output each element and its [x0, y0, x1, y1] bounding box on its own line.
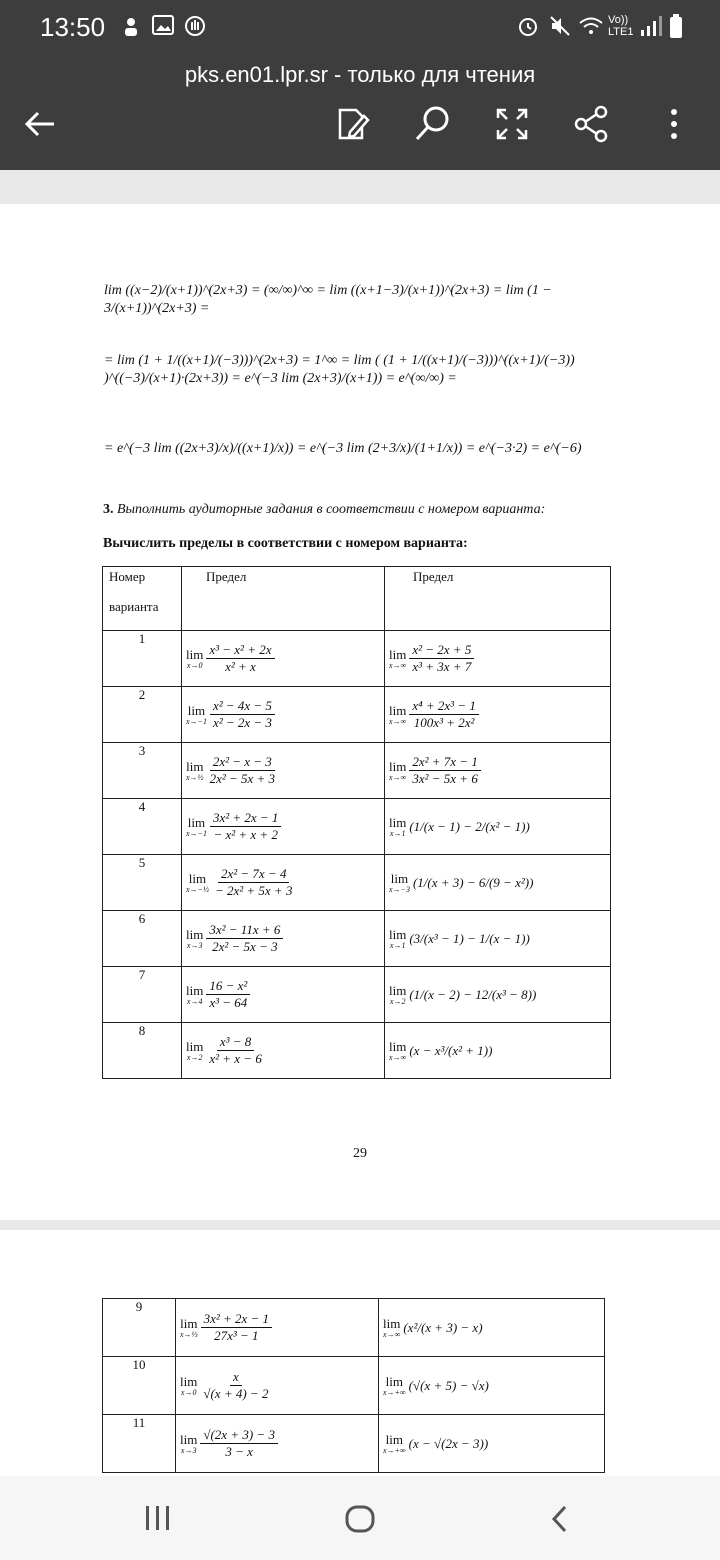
limit-word: lim: [186, 646, 204, 662]
fraction: [201, 1311, 272, 1344]
wifi-icon: [578, 14, 604, 38]
edit-icon[interactable]: [332, 104, 372, 144]
header-variant-line2: варианта: [109, 599, 159, 614]
back-icon[interactable]: [548, 1504, 572, 1534]
equation-line-2: = lim (1 + 1/((x+1)/(−3)))^(2x+3) = 1^∞ = lim ( (1 + 1/((x+1)/(−3)))^((x+1)/(−3)) )^((−3)/(x+1)·(2x+3)) = e^(−3 lim (2x+3)/(x+1)) = e^(∞/∞) =: [104, 353, 575, 386]
expression: (x²/(x + 3) − x): [403, 1319, 483, 1335]
header-variant-line1: Номер: [109, 569, 146, 584]
fraction: [409, 698, 479, 731]
limit-cell-2: [385, 687, 611, 743]
table-body-1: [103, 631, 611, 1079]
limit-symbol: [180, 1317, 198, 1339]
denominator: x² + x − 6: [209, 1051, 262, 1066]
gallery-icon: [152, 14, 174, 36]
limit-symbol: [186, 984, 203, 1006]
limit-subscript: x→2: [389, 996, 406, 1006]
limit-word: lim: [389, 758, 407, 774]
limit-1-expr: [186, 754, 384, 787]
limit-symbol: [383, 1433, 406, 1455]
expression: (1/(x + 3) − 6/(9 − x²)): [412, 874, 534, 890]
limit-2-expr: [383, 1433, 604, 1455]
variant-number: 6: [103, 911, 182, 967]
numerator: x² − 2x + 5: [409, 642, 474, 659]
limits-table-2: [102, 1298, 605, 1473]
denominator: x² − 2x − 3: [212, 715, 272, 730]
numerator: 16 − x²: [206, 978, 250, 995]
table-row: [103, 855, 611, 911]
variant-number: 5: [103, 855, 182, 911]
expression: (x − √(2x − 3)): [408, 1435, 489, 1451]
denominator: − 2x² + 5x + 3: [214, 883, 293, 898]
denominator: 3x² − 5x + 6: [412, 771, 478, 786]
limit-2-expr: [389, 642, 610, 675]
limit-1-expr: [186, 978, 384, 1011]
fraction: [200, 1369, 271, 1402]
limits-table-1: [102, 566, 611, 1079]
limit-word: lim: [187, 814, 206, 830]
notification-icon: [120, 14, 142, 38]
fraction: [212, 866, 296, 899]
limit-cell-1: [182, 687, 385, 743]
limit-subscript: x→−1: [186, 828, 207, 838]
limit-2-expr: [389, 1040, 610, 1062]
limit-cell-2: [385, 911, 611, 967]
table-row: [103, 631, 611, 687]
limit-2-expr: [389, 928, 610, 950]
denominator: x³ + 3x + 7: [412, 659, 472, 674]
denominator: − x² + x + 2: [213, 827, 278, 842]
limit-2-expr: [389, 754, 610, 787]
limit-cell-2: [379, 1357, 605, 1415]
limit-cell-2: [385, 743, 611, 799]
limit-word: lim: [389, 1038, 407, 1054]
header-limit-2-text: Предел: [413, 569, 454, 584]
battery-icon: [668, 14, 684, 40]
limit-symbol: [186, 760, 204, 782]
denominator: √(x + 4) − 2: [203, 1386, 269, 1401]
denominator: 2x² − 5x + 3: [209, 771, 276, 786]
numerator: 3x² − 11x + 6: [206, 922, 283, 939]
limit-cell-1: [176, 1415, 379, 1473]
limit-1-expr: [186, 866, 384, 899]
limit-1-expr: [186, 922, 384, 955]
denominator: 3 − x: [225, 1444, 253, 1459]
variant-number: 7: [103, 967, 182, 1023]
limit-cell-2: [379, 1415, 605, 1473]
limit-subscript: x→0: [180, 1387, 197, 1397]
limit-cell-1: [182, 967, 385, 1023]
numerator: 2x² − 7x − 4: [218, 866, 289, 883]
limit-subscript: x→+∞: [383, 1387, 406, 1397]
limit-cell-1: [182, 911, 385, 967]
limit-word: lim: [180, 1315, 198, 1331]
numerator: x² − 4x − 5: [210, 698, 275, 715]
signal-bars-icon: [640, 14, 662, 38]
status-time: 13:50: [40, 12, 106, 42]
limit-subscript: x→½: [186, 772, 204, 782]
table-row: [103, 687, 611, 743]
fraction: [206, 642, 274, 675]
expression: (√(x + 5) − √x): [408, 1377, 489, 1393]
more-menu-icon[interactable]: [654, 104, 694, 144]
header-limit-1: [182, 567, 385, 631]
limit-subscript: x→3: [186, 940, 203, 950]
limit-2-expr: [389, 698, 610, 731]
limit-word: lim: [187, 702, 206, 718]
limit-cell-2: [385, 855, 611, 911]
limit-symbol: [186, 872, 209, 894]
search-icon[interactable]: [412, 104, 452, 144]
limit-symbol: [389, 1040, 406, 1062]
limit-word: lim: [186, 1038, 204, 1054]
limit-2-expr: [383, 1317, 604, 1339]
limit-subscript: x→1: [389, 828, 406, 838]
alarm-icon: [516, 14, 540, 38]
limit-word: lim: [180, 1373, 198, 1389]
numerator: 2x² − x − 3: [210, 754, 275, 771]
expression: (1/(x − 2) − 12/(x³ − 8)): [409, 986, 537, 1002]
limit-cell-2: [385, 631, 611, 687]
table-row: [103, 1357, 605, 1415]
limit-subscript: x→−1: [186, 716, 207, 726]
equation-line-1: lim ((x−2)/(x+1))^(2x+3) = (∞/∞)^∞ = lim ((x+1−3)/(x+1))^(2x+3) = lim (1 − 3/(x+1))^(2x+3) =: [104, 283, 552, 316]
variant-number: 1: [103, 631, 182, 687]
document-page-30: [0, 1230, 720, 1476]
numerator: x⁴ + 2x³ − 1: [409, 698, 479, 715]
limit-word: lim: [188, 870, 207, 886]
signal-text: Vo)) LTE1: [608, 14, 634, 38]
share-icon[interactable]: [572, 104, 612, 144]
limit-symbol: [383, 1375, 406, 1397]
limit-subscript: x→3: [180, 1445, 197, 1455]
limit-2-expr: [389, 816, 610, 838]
limit-subscript: x→−½: [186, 884, 209, 894]
navigation-bar: [0, 1476, 720, 1560]
limit-1-expr: [180, 1311, 378, 1344]
limit-cell-2: [379, 1299, 605, 1357]
numerator: x³ − x² + 2x: [206, 642, 274, 659]
table-row: [103, 1415, 605, 1473]
task-text: Выполнить аудиторные задания в соответствии с номером варианта:: [117, 502, 546, 517]
limit-subscript: x→0: [186, 660, 203, 670]
limit-word: lim: [385, 1431, 403, 1447]
variant-number: 9: [103, 1299, 176, 1357]
limit-1-expr: [186, 1034, 384, 1067]
header-limit-2: [385, 567, 611, 631]
denominator: 100x³ + 2x²: [413, 715, 475, 730]
fraction: [210, 810, 281, 843]
page-number: 29: [353, 1146, 367, 1161]
limit-symbol: [383, 1317, 400, 1339]
fraction: [206, 922, 283, 955]
numerator: x: [230, 1369, 242, 1386]
limit-subscript: x→∞: [383, 1329, 401, 1339]
fraction: [409, 754, 480, 787]
variant-number: 2: [103, 687, 182, 743]
limit-cell-2: [385, 799, 611, 855]
limit-2-expr: [389, 872, 610, 894]
variant-number: 3: [103, 743, 182, 799]
limit-symbol: [186, 1040, 203, 1062]
limit-symbol: [180, 1375, 197, 1397]
denominator: x² + x: [225, 659, 256, 674]
limit-symbol: [389, 816, 406, 838]
table-body-2: [103, 1299, 605, 1473]
table-row: [103, 1023, 611, 1079]
back-arrow-icon[interactable]: [20, 104, 60, 144]
table-row: [103, 799, 611, 855]
limit-symbol: [186, 816, 207, 838]
limit-1-expr: [186, 810, 384, 843]
denominator: 27x³ − 1: [214, 1328, 259, 1343]
task-3: [103, 502, 545, 518]
table-row: [103, 911, 611, 967]
fraction: [207, 754, 278, 787]
limit-word: lim: [383, 1315, 401, 1331]
limit-symbol: [389, 648, 406, 670]
expression: (1/(x − 1) − 2/(x² − 1)): [409, 818, 530, 834]
limit-word: lim: [186, 758, 204, 774]
expression: (x − x³/(x² + 1)): [409, 1042, 493, 1058]
limit-cell-1: [182, 631, 385, 687]
limit-cell-1: [176, 1357, 379, 1415]
limit-word: lim: [390, 870, 409, 886]
limit-symbol: [389, 984, 406, 1006]
document-title: pks.en01.lpr.sr - только для чтения: [184, 62, 536, 87]
fraction: [210, 698, 275, 731]
table-header: [103, 567, 611, 631]
document-page-29: [0, 204, 720, 1220]
limit-cell-1: [182, 1023, 385, 1079]
numerator: 3x² + 2x − 1: [201, 1311, 272, 1328]
variant-number: 11: [103, 1415, 176, 1473]
fraction: [206, 1034, 264, 1067]
limit-subscript: x→∞: [389, 660, 407, 670]
limit-2-expr: [389, 984, 610, 1006]
limit-word: lim: [389, 814, 407, 830]
limit-symbol: [186, 928, 203, 950]
limit-subscript: x→+∞: [383, 1445, 406, 1455]
limit-1-expr: [180, 1427, 378, 1460]
numerator: x³ − 8: [217, 1034, 254, 1051]
variant-number: 8: [103, 1023, 182, 1079]
limit-word: lim: [186, 982, 204, 998]
app-bar: [0, 56, 720, 170]
limit-subscript: x→4: [186, 996, 203, 1006]
limit-word: lim: [389, 646, 407, 662]
variant-number: 4: [103, 799, 182, 855]
limit-subscript: x→∞: [389, 716, 407, 726]
limit-cell-1: [182, 799, 385, 855]
fraction: [206, 978, 250, 1011]
limit-cell-2: [385, 967, 611, 1023]
limit-symbol: [389, 760, 406, 782]
limit-1-expr: [180, 1369, 378, 1402]
header-variant: [103, 567, 182, 631]
table-row: [103, 1299, 605, 1357]
limit-1-expr: [186, 642, 384, 675]
limit-word: lim: [186, 926, 204, 942]
equation-line-3: = e^(−3 lim ((2x+3)/x)/((x+1)/x)) = e^(−3 lim (2+3/x)/(1+1/x)) = e^(−3·2) = e^(−6): [104, 441, 582, 456]
denominator: 2x² − 5x − 3: [212, 939, 278, 954]
limit-cell-1: [182, 855, 385, 911]
limit-word: lim: [389, 702, 407, 718]
limit-symbol: [186, 704, 207, 726]
numerator: 3x² + 2x − 1: [210, 810, 281, 827]
limit-word: lim: [180, 1431, 198, 1447]
variant-number: 10: [103, 1357, 176, 1415]
table-row: [103, 743, 611, 799]
expression: (3/(x³ − 1) − 1/(x − 1)): [409, 930, 530, 946]
limit-symbol: [389, 928, 406, 950]
limit-symbol: [186, 648, 203, 670]
table-row: [103, 967, 611, 1023]
limit-symbol: [389, 872, 410, 894]
limit-symbol: [389, 704, 406, 726]
limit-subscript: x→−3: [389, 884, 410, 894]
limit-subscript: x→∞: [389, 1052, 407, 1062]
limit-2-expr: [383, 1375, 604, 1397]
limit-subscript: x→1: [389, 940, 406, 950]
fullscreen-icon[interactable]: [492, 104, 532, 144]
fraction: [409, 642, 474, 675]
status-bar: [0, 0, 720, 56]
limit-1-expr: [186, 698, 384, 731]
limit-cell-1: [176, 1299, 379, 1357]
limit-word: lim: [389, 926, 407, 942]
limit-subscript: x→⅓: [180, 1329, 198, 1339]
task-number: 3.: [103, 502, 114, 517]
fraction: [200, 1427, 278, 1460]
limit-subscript: x→∞: [389, 772, 407, 782]
recent-apps-icon[interactable]: [142, 1504, 174, 1532]
numerator: 2x² + 7x − 1: [409, 754, 480, 771]
mute-icon: [548, 14, 572, 38]
header-limit-1-text: Предел: [206, 569, 247, 584]
hand-icon: [184, 14, 206, 38]
limit-cell-2: [385, 1023, 611, 1079]
subheading: Вычислить пределы в соответствии с номером варианта:: [103, 536, 468, 551]
limit-cell-1: [182, 743, 385, 799]
numerator: √(2x + 3) − 3: [200, 1427, 278, 1444]
home-icon[interactable]: [344, 1504, 376, 1534]
denominator: x³ − 64: [209, 995, 248, 1010]
limit-symbol: [180, 1433, 197, 1455]
limit-word: lim: [389, 982, 407, 998]
limit-subscript: x→2: [186, 1052, 203, 1062]
limit-word: lim: [385, 1373, 403, 1389]
